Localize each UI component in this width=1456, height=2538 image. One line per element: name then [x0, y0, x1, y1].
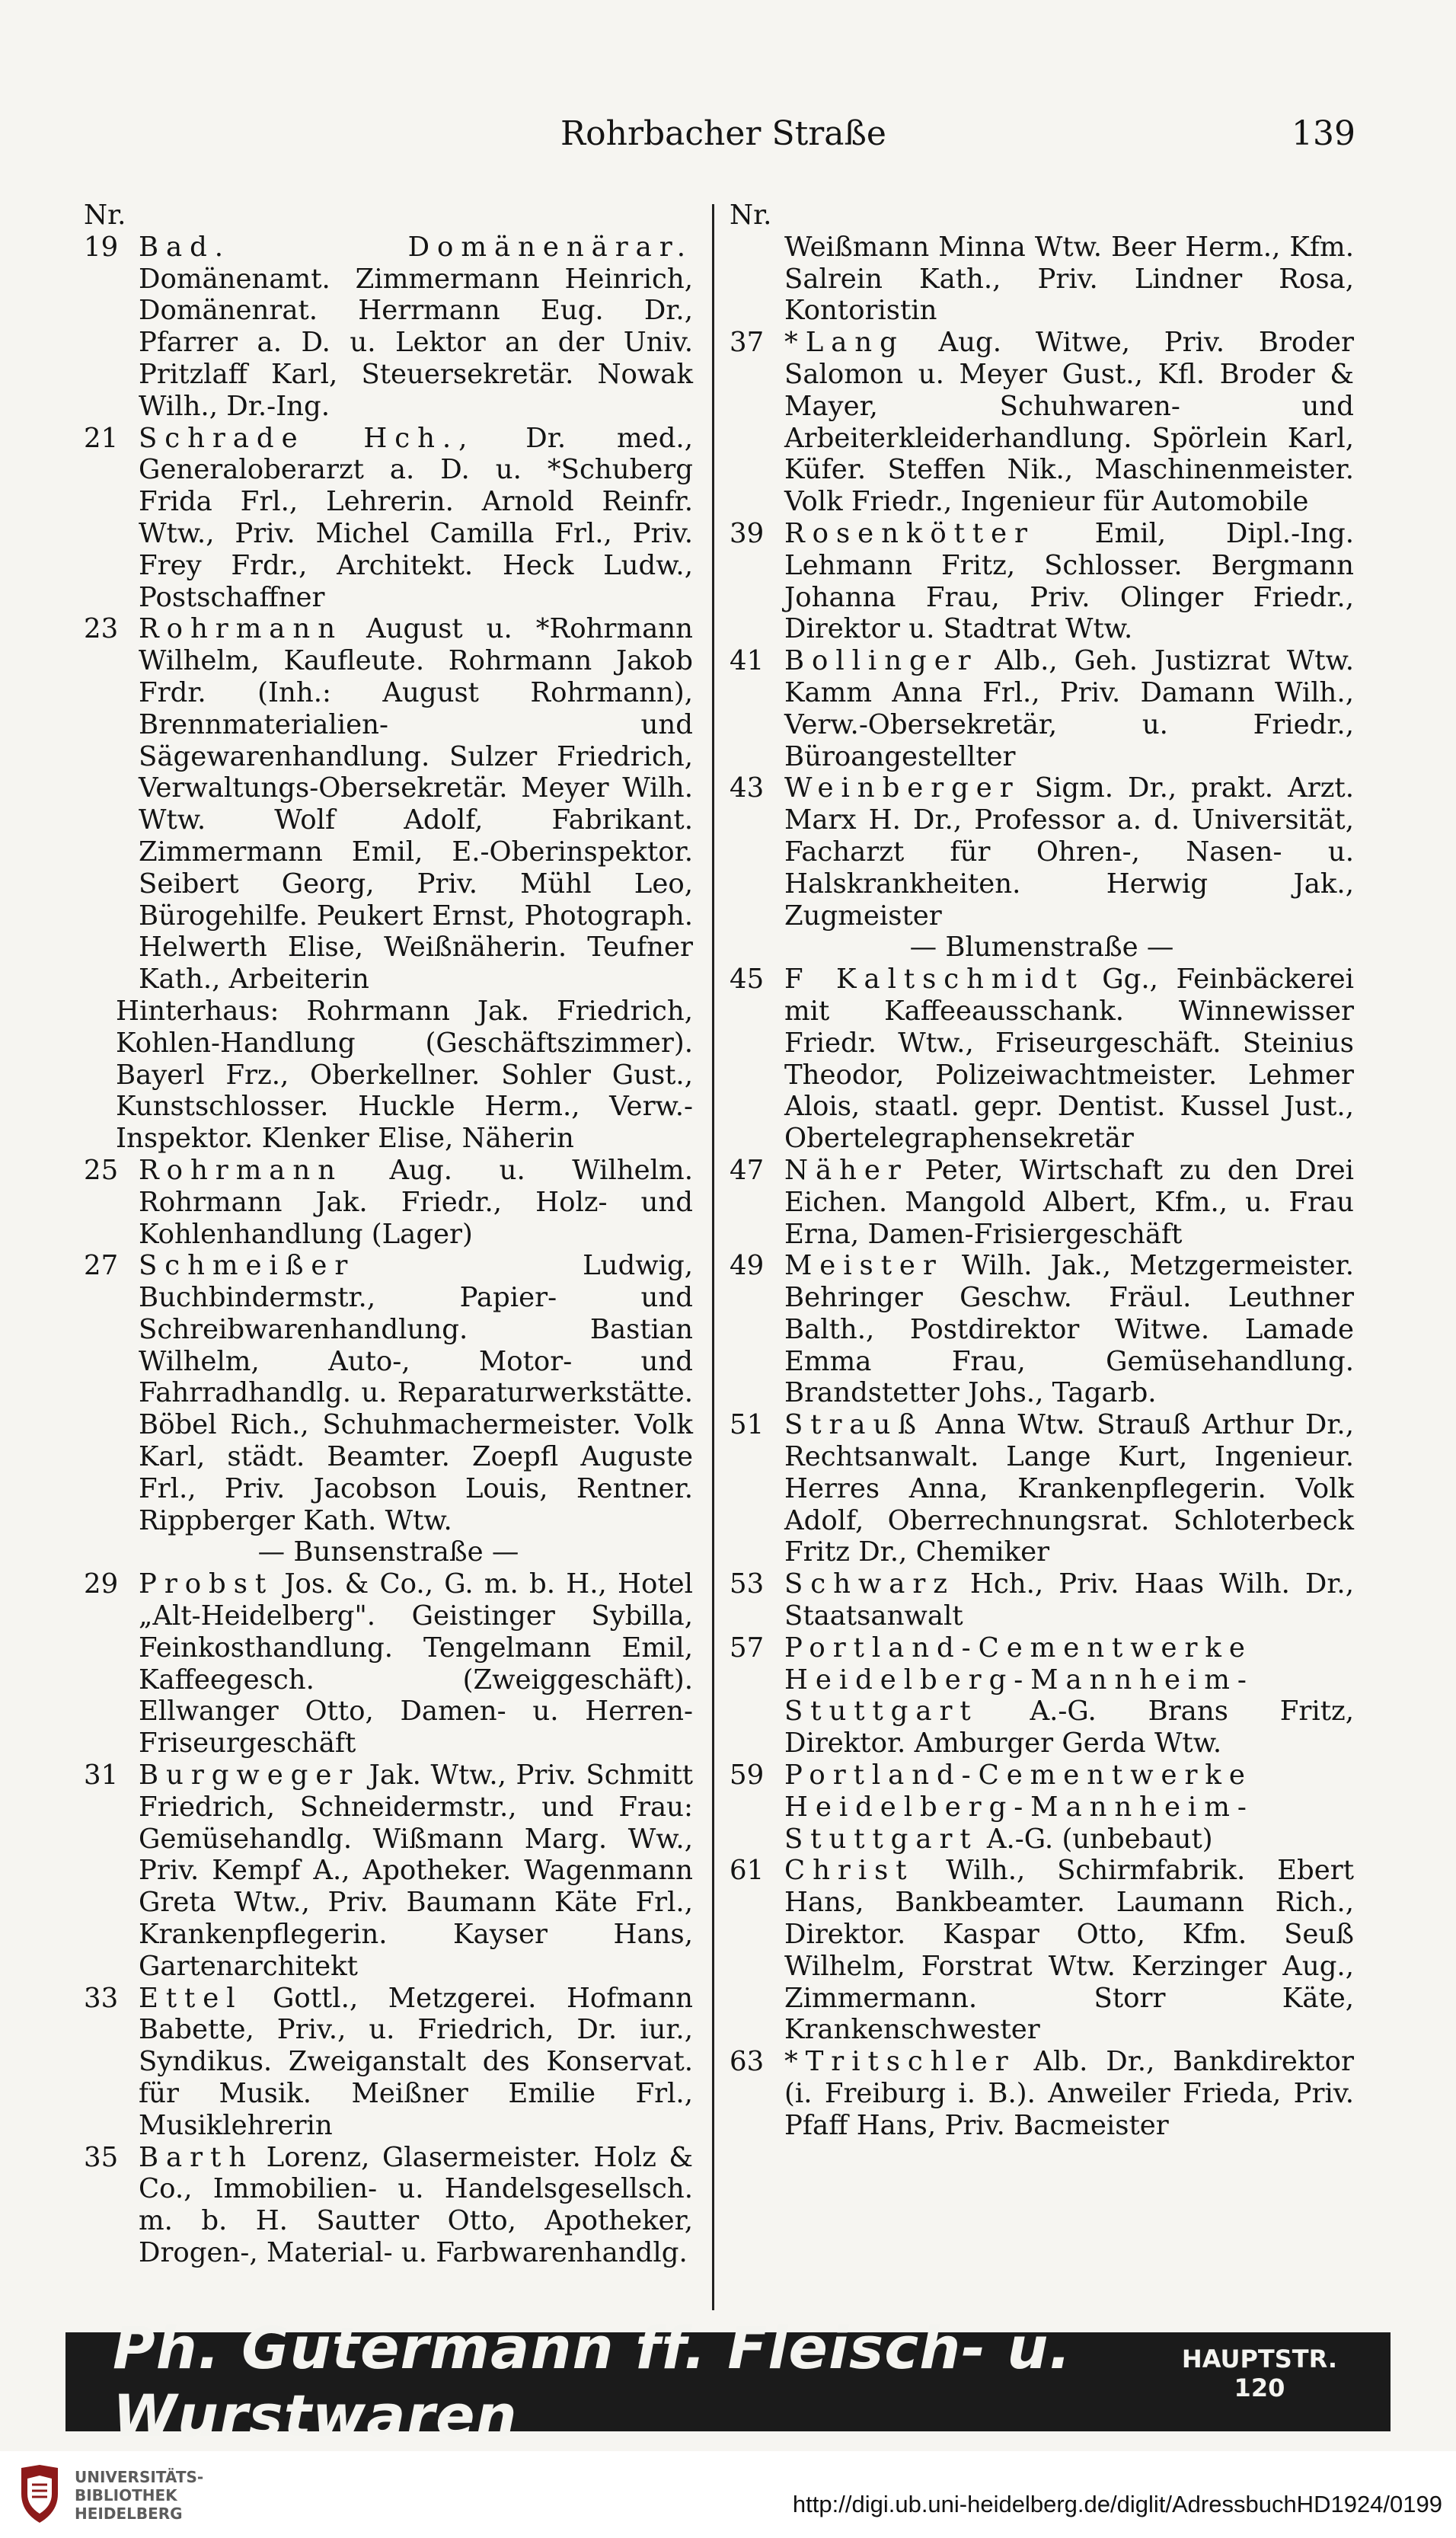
- owner-name: Ettel: [139, 1982, 243, 2014]
- owner-name: Schmeißer: [139, 1250, 356, 1282]
- house-number: 23: [84, 613, 119, 645]
- entry-body: [784, 772, 1354, 932]
- address-entry: [84, 1760, 693, 1983]
- house-number: 35: [84, 2141, 119, 2173]
- residents-text: A.-G. Brans Fritz, Direktor. Amburger Gerda Wtw.: [784, 1696, 1354, 1760]
- house-number: 33: [84, 1982, 119, 2014]
- owner-name: Schwarz: [784, 1568, 955, 1600]
- address-entry: [84, 2142, 693, 2269]
- continued-entry: [730, 232, 1354, 327]
- residents-text: August u. *Rohrmann Wilhelm, Kaufleute. Rohrmann Jakob Frdr. (Inh.: August Rohrmann), Brennmaterialien- und Sägewarenhandlung. Sulzer Friedrich, Verwaltungs-Obersekretär. Meyer Wilh. Wtw. Wolf Adolf, Fabrikant. Zimmermann Emil, E.-Oberinspektor. Seibert Georg, Priv. Mühl Leo, Bürogehilfe. Peukert Ernst, Photograph. Helwerth Elise, Weißnäherin. Teufner Kath., Arbeiterin: [139, 613, 693, 996]
- residents-text: Alb., Geh. Justizrat Wtw. Kamm Anna Frl., Priv. Damann Wilh., Verw.-Obersekretär, u. Friedr., Büroangestellter: [784, 645, 1354, 772]
- entry-body: [784, 1568, 1354, 1632]
- entry-body: [784, 1632, 1354, 1760]
- owner-name: Bollinger: [784, 645, 979, 677]
- address-entry: [730, 1760, 1354, 1855]
- owner-name: Meister: [784, 1250, 944, 1282]
- residents-text: Anna Wtw. Strauß Arthur Dr., Rechtsanwalt. Lange Kurt, Ingenieur. Herres Anna, Krankenpflegerin. Volk Adolf, Oberrechnungsrat. Schloterbeck Fritz Dr., Chemiker: [784, 1409, 1354, 1568]
- residents-text: A.-G. (unbebaut): [986, 1823, 1213, 1855]
- address-entry: [84, 232, 693, 423]
- house-number: 27: [84, 1250, 119, 1282]
- owner-name: Portland-Cementwerke Heidelberg-Mannheim-Stuttgart: [784, 1632, 1254, 1728]
- residents-text: Wilh. Jak., Metzgermeister. Behringer Geschw. Fräul. Leuthner Balth., Postdirektor Witwe. Lamade Emma Frau, Gemüsehandlung. Brandstetter Johs., Tagarb.: [784, 1250, 1354, 1409]
- house-number: 61: [730, 1855, 765, 1887]
- house-number: 47: [730, 1154, 765, 1186]
- entry-body: [139, 423, 693, 614]
- entry-body: [784, 2046, 1354, 2141]
- address-entry: [730, 1632, 1354, 1760]
- advertisement-address: [1182, 2345, 1337, 2402]
- owner-name: Schrade Hch.,: [139, 422, 475, 454]
- entry-body: [784, 1250, 1354, 1409]
- residents-text: Gottl., Metzgerei. Hofmann Babette, Priv., u. Friedrich, Dr. iur., Syndikus. Zweiganstalt des Konservat. für Musik. Meißner Emilie Frl., Musiklehrerin: [139, 1982, 693, 2141]
- residents-text: Jak. Wtw., Priv. Schmitt Friedrich, Schneidermstr., und Frau: Gemüsehandlg. Wißmann Marg. Ww., Priv. Kempf A., Apotheker. Wagenmann Greta Wtw., Priv. Baumann Käte Frl., Krankenpflegerin. Kayser Hans, Gartenarchitekt: [139, 1760, 693, 1982]
- house-number: 45: [730, 964, 765, 996]
- address-entry: [730, 2046, 1354, 2141]
- house-number: 41: [730, 645, 765, 677]
- owner-name: Bad. Domänenärar.: [139, 231, 693, 263]
- continued-text: Weißmann Minna Wtw. Beer Herm., Kfm. Salrein Kath., Priv. Lindner Rosa, Kontoristin: [784, 231, 1354, 327]
- entry-body: [784, 518, 1354, 645]
- entry-body: [139, 1760, 693, 1983]
- address-entry: [730, 1855, 1354, 2046]
- address-entry: [730, 1155, 1354, 1250]
- owner-name: Burgweger: [139, 1760, 360, 1792]
- owner-name: Rosenkötter: [784, 517, 1035, 549]
- house-number: 51: [730, 1409, 765, 1441]
- advertisement-banner: [65, 2314, 1391, 2450]
- entry-body: [784, 1855, 1354, 2046]
- residents-text: Dr. med., Generaloberarzt a. D. u. *Schuberg Frida Frl., Lehrerin. Arnold Reinfr. Wtw., Priv. Michel Camilla Frl., Priv. Frey Frdr., Architekt. Heck Ludw., Postschaffner: [139, 422, 693, 613]
- cross-street-marker: — Bunsenstraße —: [257, 1536, 519, 1568]
- residents-text: Aug. Witwe, Priv. Broder Salomon u. Meyer Gust., Kfl. Broder & Mayer, Schuhwaren- und Arbeiterkleiderhandlung. Spörlein Karl, Küfer. Steffen Nik., Maschinenmeister. Volk Friedr., Ingenieur für Automobile: [784, 327, 1354, 518]
- left-column-nr-label: Nr.: [84, 200, 126, 231]
- residents-text: Jos. & Co., G. m. b. H., Hotel „Alt-Heidelberg". Geistinger Sybilla, Feinkosthandlung. Tengelmann Emil, Kaffeegesch. (Zweiggeschäft). Ellwanger Otto, Damen- u. Herren-Friseurgeschäft: [139, 1568, 693, 1760]
- address-entry: [730, 1250, 1354, 1409]
- digitization-url-link[interactable]: http://digi.ub.uni-heidelberg.de/diglit/AdressbuchHD1924/0199: [792, 2491, 1442, 2517]
- entry-body: [139, 1250, 693, 1536]
- residents-text: Domänenamt. Zimmermann Heinrich, Domänenrat. Herrmann Eug. Dr., Pfarrer a. D. u. Lektor an der Univ. Pritzlaff Karl, Steuersekretär. Nowak Wilh., Dr.-Ing.: [139, 263, 693, 422]
- left-column: [84, 200, 693, 2269]
- residents-text: Lorenz, Glasermeister. Holz & Co., Immobilien- u. Handelsgesellsch. m. b. H. Sautter Otto, Apotheker, Drogen-, Material- u. Farbwarenhandlg.: [139, 2141, 693, 2268]
- house-number: 29: [84, 1568, 119, 1600]
- residents-text: Gg., Feinbäckerei mit Kaffeeausschank. Winnewisser Friedr. Wtw., Friseurgeschäft. Steinius Theodor, Polizeiwachtmeister. Lehmer Alois, staatl. gepr. Dentist. Kussel Just., Obertelegraphensekretär: [784, 964, 1354, 1155]
- owner-name: Probst: [139, 1568, 274, 1600]
- library-name: [75, 2468, 203, 2523]
- residents-text: Peter, Wirtschaft zu den Drei Eichen. Mangold Albert, Kfm., u. Frau Erna, Damen-Frisiergeschäft: [784, 1154, 1354, 1250]
- right-column: [730, 200, 1354, 2142]
- house-number: 59: [730, 1760, 765, 1792]
- entry-body: [139, 1983, 693, 2142]
- address-entry: [84, 1250, 693, 1536]
- address-entry: [730, 645, 1354, 772]
- column-divider: [712, 204, 714, 2310]
- page-header: [91, 114, 1355, 168]
- entry-body: [784, 1155, 1354, 1250]
- owner-name: Näher: [784, 1154, 908, 1186]
- house-number: 43: [730, 772, 765, 804]
- house-number: 53: [730, 1568, 765, 1600]
- residents-text: Wilh., Schirmfabrik. Ebert Hans, Bankbeamter. Laumann Rich., Direktor. Kaspar Otto, Kfm. Seuß Wilhelm, Forstrat Wtw. Kerzinger Aug., Zimmermann. Storr Käte, Krankenschwester: [784, 1855, 1354, 2046]
- address-entry: [730, 1409, 1354, 1568]
- right-column-nr-label: Nr.: [730, 200, 772, 231]
- house-number: 57: [730, 1632, 765, 1664]
- library-footer: [0, 2451, 1456, 2538]
- owner-name: F Kaltschmidt: [784, 964, 1084, 996]
- house-number: 21: [84, 422, 119, 454]
- entry-body: [139, 613, 693, 996]
- owner-name: Barth: [139, 2141, 254, 2173]
- residents-text: Hch., Priv. Haas Wilh. Dr., Staatsanwalt: [784, 1568, 1354, 1632]
- entry-body: [784, 645, 1354, 772]
- address-entry: [84, 613, 693, 996]
- residents-text: Alb. Dr., Bankdirektor (i. Freiburg i. B.). Anweiler Frieda, Priv. Pfaff Hans, Priv. Bacmeister: [784, 2046, 1354, 2141]
- entry-body: [139, 232, 693, 423]
- owner-name: Rohrmann: [139, 1154, 343, 1186]
- residents-text: Ludwig, Buchbindermstr., Papier- und Schreibwarenhandlung. Bastian Wilhelm, Auto-, Motor- und Fahrradhandlg. u. Reparaturwerkstätte. Böbel Rich., Schuhmachermeister. Volk Karl, städt. Beamter. Zoepfl Auguste Frl., Priv. Jacobson Louis, Rentner. Rippberger Kath. Wtw.: [139, 1250, 693, 1536]
- owner-name: Christ: [784, 1855, 915, 1887]
- house-number: 49: [730, 1250, 765, 1282]
- owner-name: Strauß: [784, 1409, 924, 1441]
- owner-name: Rohrmann: [139, 613, 343, 645]
- entry-body: [784, 327, 1354, 518]
- address-entry: [730, 327, 1354, 518]
- university-library-logo-icon: [17, 2463, 62, 2524]
- advertisement-address-street: HAUPTSTR.: [1181, 2345, 1337, 2373]
- advertisement-text: Ph. Gutermann ff. Fleisch- u. Wurstwaren: [113, 2314, 1072, 2450]
- house-number: 37: [730, 327, 765, 359]
- rear-building-entry: [84, 996, 693, 1155]
- cross-street-marker: — Blumenstraße —: [909, 932, 1174, 964]
- address-entry: [730, 518, 1354, 645]
- residents-text: Aug. u. Wilhelm. Rohrmann Jak. Friedr., Holz- und Kohlenhandlung (Lager): [139, 1154, 693, 1250]
- owner-name: *Tritschler: [784, 2046, 1016, 2078]
- entry-body: [784, 1760, 1354, 1855]
- address-entry: [84, 423, 693, 614]
- owner-name: Portland-Cementwerke Heidelberg-Mannheim-Stuttgart: [784, 1760, 1254, 1855]
- rear-building-text: Hinterhaus: Rohrmann Jak. Friedrich, Kohlen-Handlung (Geschäftszimmer). Bayerl Frz., Oberkellner. Sohler Gust., Kunstschlosser. Huckle Herm., Verw.-Inspektor. Klenker Elise, Näherin: [116, 995, 693, 1155]
- house-number: 19: [84, 231, 119, 263]
- address-entry: [84, 1155, 693, 1250]
- owner-name: *Lang: [784, 327, 905, 359]
- page-title: Rohrbacher Straße: [560, 114, 886, 153]
- page-number: 139: [1292, 114, 1355, 153]
- library-name-line-1: UNIVERSITÄTS-: [75, 2468, 204, 2486]
- house-number: 25: [84, 1154, 119, 1186]
- advertisement-address-number: 120: [1234, 2373, 1285, 2402]
- entry-body: [784, 1409, 1354, 1568]
- address-entry: [84, 1983, 693, 2142]
- address-entry: [730, 772, 1354, 932]
- entry-body: [784, 964, 1354, 1155]
- owner-name: Weinberger: [784, 772, 1020, 804]
- address-entry: [84, 1568, 693, 1760]
- residents-text: Sigm. Dr., prakt. Arzt. Marx H. Dr., Professor a. d. Universität, Facharzt für Ohren-, Nasen- u. Halskrankheiten. Herwig Jak., Zugmeister: [784, 772, 1354, 932]
- entry-body: [139, 1155, 693, 1250]
- address-entry: [730, 964, 1354, 1155]
- library-name-line-2: BIBLIOTHEK: [75, 2486, 177, 2504]
- address-entry: [730, 1568, 1354, 1632]
- library-name-line-3: HEIDELBERG: [75, 2504, 183, 2523]
- house-number: 39: [730, 517, 765, 549]
- house-number: 63: [730, 2046, 765, 2078]
- house-number: 31: [84, 1760, 119, 1792]
- residents-text: Emil, Dipl.-Ing. Lehmann Fritz, Schlosser. Bergmann Johanna Frau, Priv. Olinger Friedr., Direktor u. Stadtrat Wtw.: [784, 517, 1354, 645]
- entry-body: [139, 2142, 693, 2269]
- entry-body: [139, 1568, 693, 1760]
